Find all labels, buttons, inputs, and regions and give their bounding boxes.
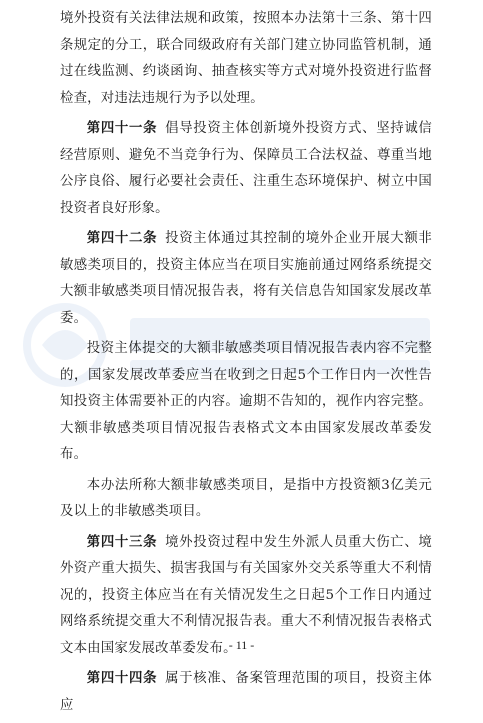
article-title: 第四十三条 [86, 534, 158, 550]
paragraph-text: 属于核准、备案管理范围的项目，投资主体应 [60, 671, 432, 713]
paragraph-1 [60, 116, 432, 222]
paragraph-text: 本办法所称大额非敏感类项目，是指中方投资额3亿美元及以上的非敏感类项目。 [60, 477, 432, 519]
paragraph-6 [60, 666, 432, 719]
paragraph-2 [60, 226, 432, 332]
paragraph-text: 境外投资有关法律法规和政策，按照本办法第十三条、第十四条规定的分工，联合同级政府有关部门建立协同监管机制，通过在线监测、约谈函询、抽查核实等方式对境外投资进行监督检查，对违法违规行为予以处理。 [60, 11, 432, 106]
document-body [60, 6, 432, 723]
article-title: 第四十一条 [86, 121, 158, 136]
paragraph-text: 倡导投资主体创新境外投资方式、坚持诚信经营原则、避免不当竞争行为、保障员工合法权益、尊重当地公序良俗、履行必要社会责任、注重生态环境保护、树立中国投资者良好形象。 [60, 121, 432, 216]
paragraph-0 [60, 6, 432, 112]
paragraph-4 [60, 473, 432, 526]
paragraph-3 [60, 336, 432, 469]
paragraph-text: 投资主体通过其控制的境外企业开展大额非敏感类项目的，投资主体应当在项目实施前通过网络系统提交大额非敏感类项目情况报告表，将有关信息告知国家发展改革委。 [60, 231, 432, 326]
page-number: - 11 - [228, 638, 255, 652]
article-title: 第四十四条 [86, 671, 158, 686]
paragraph-text: 投资主体提交的大额非敏感类项目情况报告表内容不完整的，国家发展改革委应当在收到之日起5个工作日内一次性告知投资主体需要补正的内容。逾期不告知的，视作内容完整。大额非敏感类项目情况报告表格式文本由国家发展改革委发布。 [60, 341, 432, 462]
article-title: 第四十二条 [86, 231, 158, 246]
paragraph-text: 境外投资过程中发生外派人员重大伤亡、境外资产重大损失、损害我国与有关国家外交关系等重大不利情况的，投资主体应当在有关情况发生之日起5个工作日内通过网络系统提交重大不利情况报告表。重大不利情况报告表格式文本由国家发展改革委发布。 [60, 534, 432, 656]
